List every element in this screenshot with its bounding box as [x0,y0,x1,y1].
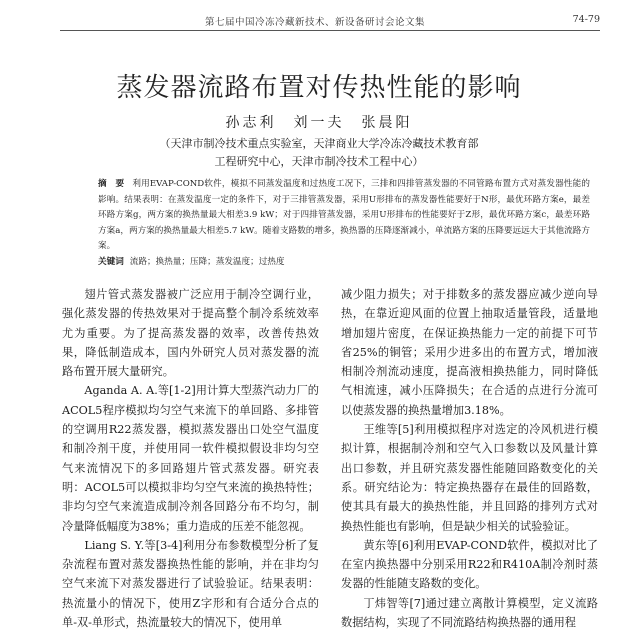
header-rule [60,30,600,31]
body-paragraph: 减少阻力损失；对于排数多的蒸发器应减少逆向导热，在靠近迎风面的位置上抽取适量管段，适量地增加翅片密度，在保证换热能力一定的前提下可节省25%的铜管；采用少进多出的布置方式，增加液相制冷剂流动速度，提高液相换热能力，同时降低气相流速，减小压降损失；在合适的点进行分流可以使蒸发器的换热量增加3.18%。 [341,288,598,417]
body-left-column [62,285,319,632]
abstract [98,177,590,255]
body-paragraph: 黄东等[6]利用EVAP-COND软件，模拟对比了在室内换热器中分别采用R22和R410A制冷剂时蒸发器的性能随支路数的变化。 [341,538,598,591]
body-paragraph: 丁炜智等[7]通过建立离散计算模型，定义流路数据结构，实现了不同流路结构换热器的通用程 [341,596,598,630]
keywords [98,255,590,267]
keywords-text: 流路；换热量；压降；蒸发温度；过热度 [129,257,285,267]
affiliation-line-2: 工程研究中心，天津市制冷技术工程中心） [214,155,424,168]
body-paragraph: Aganda A. A.等[1-2]用计算大型蒸汽动力厂的ACOL5程序模拟均匀空气来流下的单回路、多排管的空调用R22蒸发器，模拟蒸发器出口处空气温度和制冷剂干度，并使用同一软件模拟假设非均匀空气来流情况下的多回路翅片管式蒸发器。研究表明：ACOL5可以模拟非均匀空气来流的换热特性；非均匀空气来流造成制冷剂各回路分布不均匀，制冷量降低幅度为38%；重力造成的压差不能忽视。 [62,384,319,533]
body-right-column [341,285,598,632]
keywords-label: 关键词 [98,257,124,267]
affiliation-line-1: （天津市制冷技术重点实验室，天津商业大学冷冻冷藏技术教育部 [159,137,479,150]
body-paragraph: Liang S. Y.等[3-4]利用分布参数模型分析了复杂流程布置对蒸发器换热性能的影响，并在非均匀空气来流下对蒸发器进行了试验验证。结果表明：热流量小的情况下，使用Z字形和有合适分合点的单-双-单形式，热流量较大的情况下，使用单 [62,538,319,630]
page-range: 74-79 [572,14,600,25]
abstract-text: 利用EVAP-COND软件，模拟不同蒸发温度和过热度工况下，三排和四排管蒸发器的不同管路布置方式对蒸发器性能的影响。结果表明：在蒸发温度一定的条件下，对于三排管蒸发器，采用U形排布的蒸发器性能要好于N形，最优环路方案e，最差环路方案g，两方案的换热量最大相差3.9 kW；对于四排管蒸发器，采用U形排布的性能要好于Z形，最优环路方案c，最差环路方案a，两方案的换热量最大相差5.7 kW。随着支路数的增多，换热器的压降逐渐减小，单流路方案的压降要远远大于其他流路方案。 [98,179,590,252]
body-paragraph: 王维等[5]利用模拟程序对选定的冷风机进行模拟计算，根据制冷剂和空气入口参数以及风量计算出口参数，并且研究蒸发器性能随回路数变化的关系。研究结论为：特定换热器存在最佳的回路数，使其具有最大的换热性能，并且回路的排列方式对换热性能也有影响，但是缺少相关的试验验证。 [341,423,598,533]
running-title: 第七届中国冷冻冷藏新技术、新设备研讨会论文集 [205,17,426,28]
abstract-label: 摘 要 [98,179,125,189]
body-paragraph: 翅片管式蒸发器被广泛应用于制冷空调行业，强化蒸发器的传热效果对于提高整个制冷系统效率尤为重要。为了提高蒸发器的效率，改善传热效果，降低制造成本，国内外研究人员对蒸发器的流路布置开展大量研究。 [62,288,319,379]
article-authors: 孙志利 刘一夫 张晨阳 [225,115,413,131]
article-title: 蒸发器流路布置对传热性能的影响 [116,73,522,103]
